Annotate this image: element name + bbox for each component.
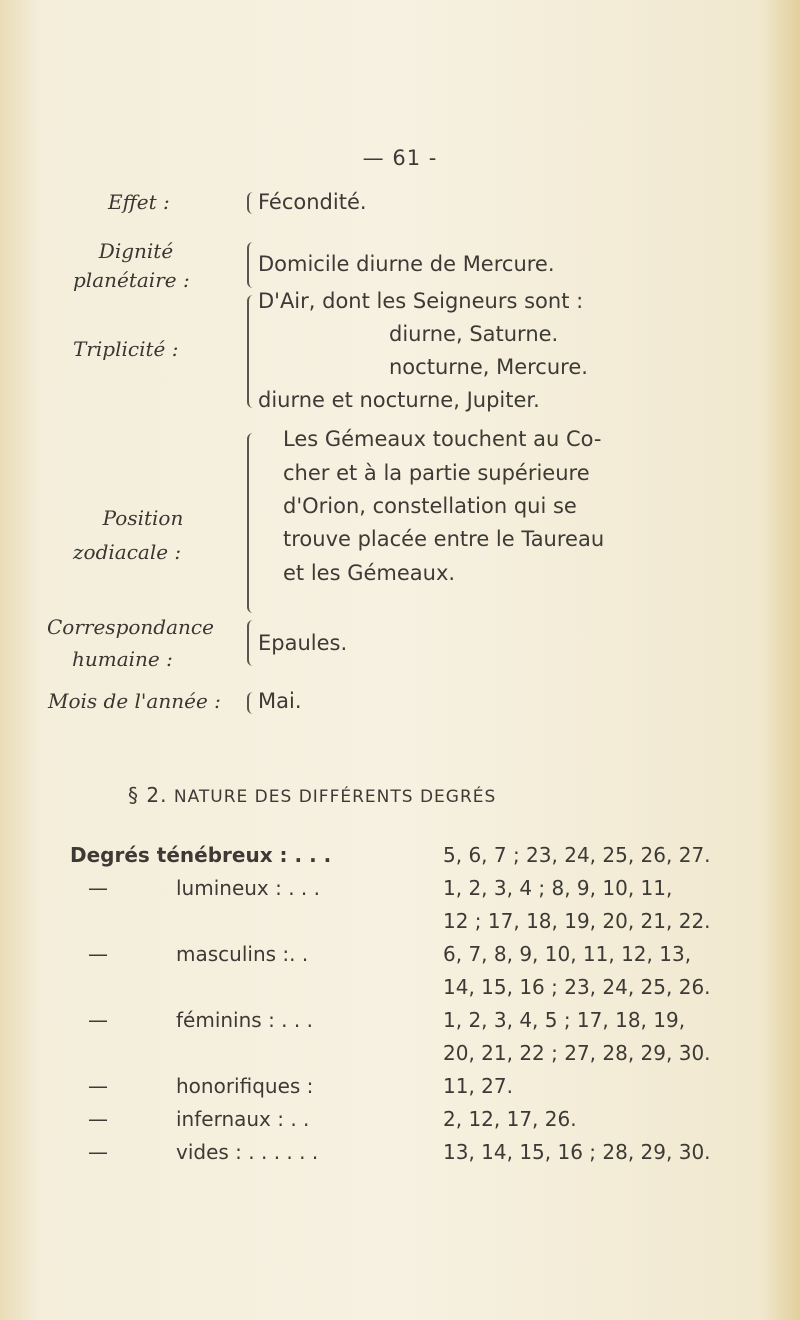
degree-values: 1, 2, 3, 4, 5 ; 17, 18, 19, [443, 1008, 686, 1032]
position-label-line2: zodiacale : [73, 540, 182, 564]
triplicite-line: diurne, Saturne. [389, 322, 559, 346]
degree-dash: — [88, 1008, 108, 1032]
position-line: d'Orion, constellation qui se [283, 494, 577, 518]
degree-name: masculins :. . [176, 942, 309, 966]
degree-name: Degrés ténébreux : . . . [70, 843, 332, 867]
position-line: cher et à la partie supérieure [283, 461, 590, 485]
degree-name: vides : . . . . . . [176, 1140, 319, 1164]
page-number: — 61 - [362, 146, 438, 170]
effet-value: Fécondité. [258, 190, 367, 214]
degree-dash: — [88, 1074, 108, 1098]
position-line: et les Gémeaux. [283, 561, 456, 585]
dignite-value: Domicile diurne de Mercure. [258, 252, 555, 276]
mois-label: Mois de l'année : [48, 689, 221, 713]
section-title: NATURE DES DIFFÉRENTS DEGRÉS [173, 787, 497, 807]
dignite-label-line1: Dignité [98, 239, 174, 263]
degree-name: infernaux : . . [176, 1107, 310, 1131]
degree-values: 13, 14, 15, 16 ; 28, 29, 30. [443, 1140, 711, 1164]
degree-name: honorifiques : [176, 1074, 314, 1098]
position-line: trouve placée entre le Taureau [283, 527, 605, 551]
degree-values: 6, 7, 8, 9, 10, 11, 12, 13, [443, 942, 692, 966]
effet-label: Effet : [108, 190, 170, 214]
degree-dash: — [88, 876, 108, 900]
triplicite-line: diurne et nocturne, Jupiter. [258, 388, 540, 412]
degree-name: féminins : . . . [176, 1008, 313, 1032]
mois-value: Mai. [258, 689, 302, 713]
triplicite-line: nocturne, Mercure. [389, 355, 588, 379]
degree-values: 2, 12, 17, 26. [443, 1107, 577, 1131]
correspondance-label-line1: Correspondance [47, 615, 214, 639]
position-line: Les Gémeaux touchent au Co- [283, 427, 602, 451]
degree-values: 1, 2, 3, 4 ; 8, 9, 10, 11, [443, 876, 673, 900]
degree-dash: — [88, 942, 108, 966]
triplicite-line: D'Air, dont les Seigneurs sont : [258, 289, 584, 313]
section-number: § 2. [128, 783, 168, 807]
degree-values: 20, 21, 22 ; 27, 28, 29, 30. [443, 1041, 711, 1065]
dignite-label-line2: planétaire : [73, 268, 190, 292]
degree-values: 5, 6, 7 ; 23, 24, 25, 26, 27. [443, 843, 711, 867]
degree-values: 11, 27. [443, 1074, 513, 1098]
correspondance-value: Epaules. [258, 631, 348, 655]
degree-dash: — [88, 1107, 108, 1131]
degree-values: 12 ; 17, 18, 19, 20, 21, 22. [443, 909, 711, 933]
degree-dash: — [88, 1140, 108, 1164]
degree-values: 14, 15, 16 ; 23, 24, 25, 26. [443, 975, 711, 999]
section-heading [128, 783, 496, 807]
correspondance-label-line2: humaine : [72, 647, 173, 671]
degree-name: lumineux : . . . [176, 876, 321, 900]
brace [247, 433, 259, 613]
position-label-line1: Position [102, 506, 184, 530]
triplicite-label: Triplicité : [73, 337, 179, 361]
